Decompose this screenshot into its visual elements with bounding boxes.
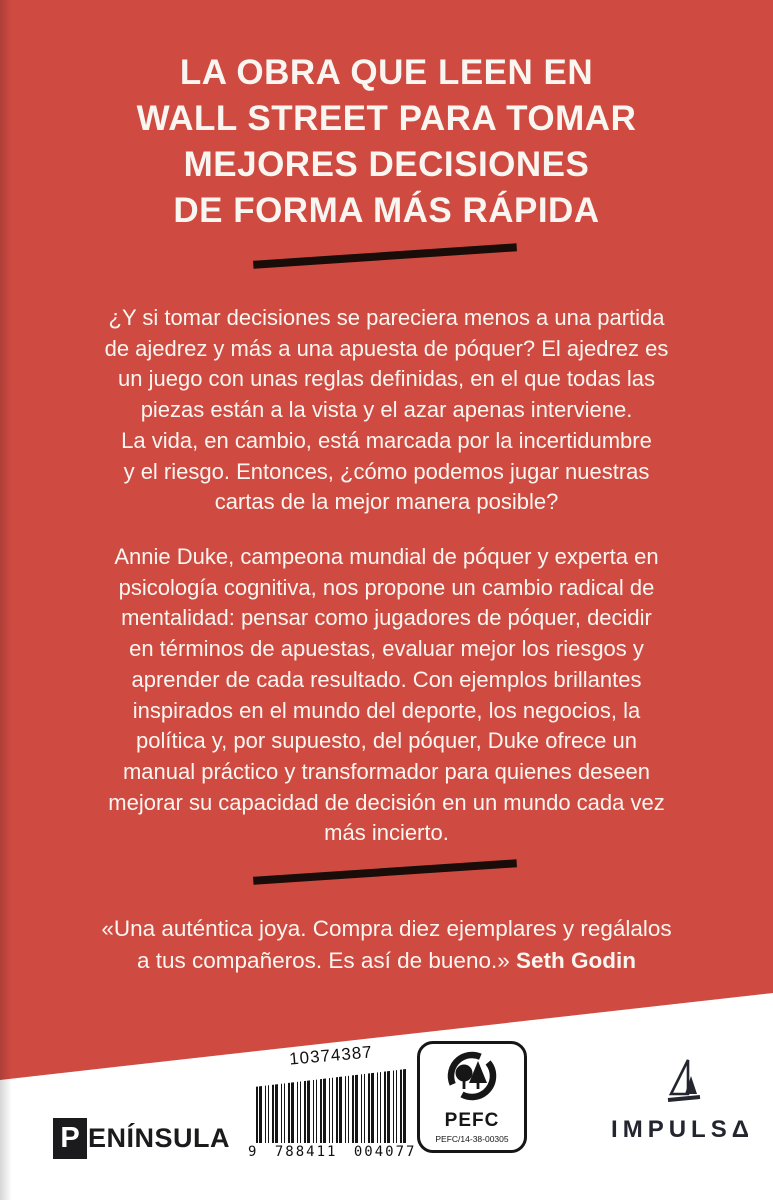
quote-line-2 bbox=[30, 945, 743, 977]
peninsula-logo-text: ENÍNSULA bbox=[88, 1123, 231, 1153]
quote-attribution: Seth Godin bbox=[515, 948, 636, 973]
isbn-barcode bbox=[248, 1042, 417, 1160]
impulsa-publisher-logo bbox=[600, 1056, 765, 1144]
synopsis-paragraph-2: Annie Duke, campeona mundial de póquer y experta en psicología cognitiva, nos propone un cambio radical de mentalidad: pensar como jugadores de póquer, decidir en términos de apuestas, evaluar mejor los riesgos y aprender de cada resultado. Con ejemplos brillantes inspirados en el mundo del deporte, los negocios, la política y, por supuesto, del póquer, Duke ofrece un manual práctico y transformador para quienes deseen mejorar su capacidad de decisión en un mundo cada vez más incierto. bbox=[108, 544, 665, 846]
book-headline: LA OBRA QUE LEEN EN WALL STREET PARA TOMAR MEJORES DECISIONES DE FORMA MÁS RÁPIDA bbox=[136, 53, 637, 230]
synopsis-paragraph-1: ¿Y si tomar decisiones se pareciera menos a una partida de ajedrez y más a una apuesta de póquer? El ajedrez es un juego con unas reglas definidas, en el que todas las piezas están a la vista y el azar apenas interviene. La vida, en cambio, está marcada por la incertidumbre y el riesgo. Entonces, ¿cómo podemos jugar nuestras cartas de la mejor manera posible? bbox=[104, 305, 669, 515]
divider-line-top bbox=[253, 243, 517, 268]
pefc-label: PEFC bbox=[444, 1110, 500, 1131]
barcode-top-number: 10374387 bbox=[288, 1042, 374, 1069]
pefc-certification-badge bbox=[417, 1041, 527, 1153]
divider-line-bottom bbox=[253, 859, 517, 884]
pefc-trees-icon bbox=[445, 1050, 499, 1109]
sailboat-icon bbox=[661, 1093, 705, 1110]
quote-line-1: «Una auténtica joya. Compra diez ejemplares y regálalos bbox=[101, 916, 672, 941]
barcode-bars bbox=[256, 1069, 406, 1143]
barcode-isbn-digits: 9 788411 004077 bbox=[248, 1144, 417, 1160]
peninsula-logo-box: P bbox=[53, 1118, 87, 1159]
impulsa-label: IMPULSΔ bbox=[611, 1116, 754, 1143]
endorsement-quote bbox=[30, 913, 743, 977]
quote-text: a tus compañeros. Es así de bueno.» bbox=[137, 948, 516, 973]
pefc-cert-code: PEFC/14-38-00305 bbox=[435, 1134, 509, 1144]
peninsula-publisher-logo bbox=[53, 1118, 230, 1159]
spine-shadow bbox=[0, 0, 12, 1200]
